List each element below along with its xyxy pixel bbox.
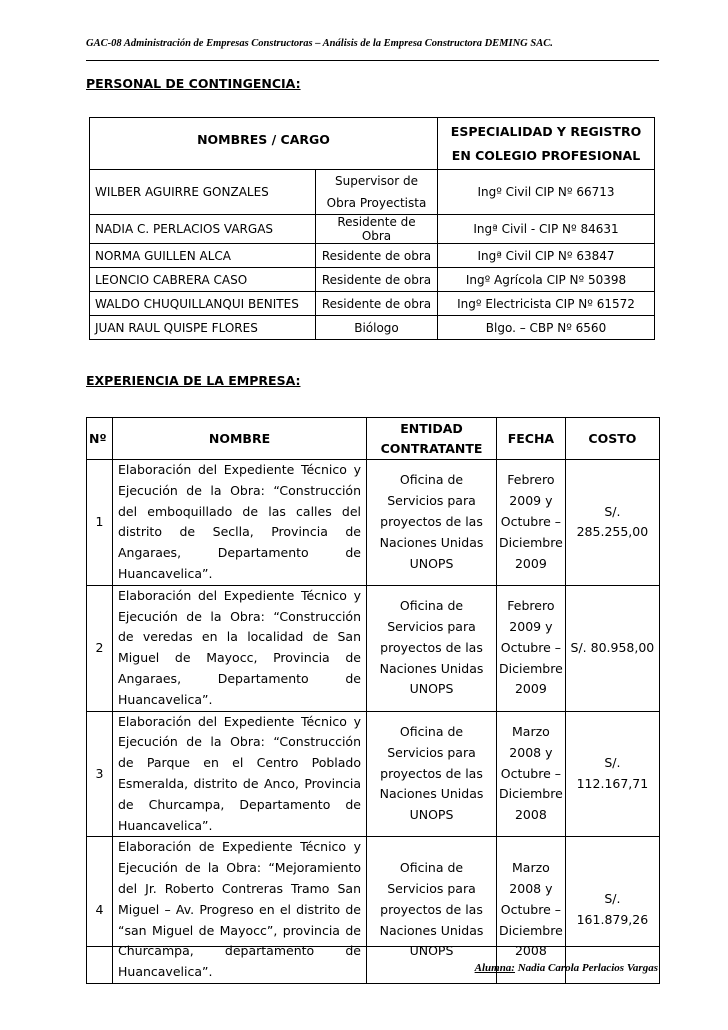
- table-row: [90, 170, 655, 215]
- person-name: JUAN RAUL QUISPE FLORES: [90, 316, 316, 340]
- table-row: [90, 215, 655, 244]
- person-especialidad: Ingª Civil CIP Nº 63847: [438, 244, 655, 268]
- project-entity: Oficina de Servicios para proyectos de las Naciones Unidas UNOPS: [367, 711, 497, 837]
- col-header-costo: COSTO: [565, 418, 659, 460]
- project-entity: Oficina de Servicios para proyectos de las Naciones Unidas UNOPS: [367, 837, 497, 984]
- row-number: 3: [87, 711, 113, 837]
- col-header-especialidad: ESPECIALIDAD Y REGISTRO EN COLEGIO PROFESIONAL: [438, 118, 655, 170]
- page-header: GAC-08 Administración de Empresas Constructoras – Análisis de la Empresa Constructora DEMING SAC.: [86, 38, 553, 49]
- table-row: [90, 268, 655, 292]
- section-title-experiencia: EXPERIENCIA DE LA EMPRESA:: [86, 373, 301, 388]
- row-number: 2: [87, 585, 113, 711]
- page-footer: [475, 962, 658, 974]
- project-name: Elaboración del Expediente Técnico y Ejecución de la Obra: “Construcción del emboquillado de las calles del distrito de Seclla, Provincia de Angaraes, Departamento de Huancavelica”.: [113, 460, 367, 586]
- col-header-entidad: ENTIDAD CONTRATANTE: [367, 418, 497, 460]
- footer-author: Nadia Carola Perlacios Vargas: [514, 962, 658, 974]
- person-cargo: Residente de obra: [316, 244, 438, 268]
- footer-label: Alumna:: [474, 962, 515, 974]
- person-name: NADIA C. PERLACIOS VARGAS: [90, 215, 316, 244]
- project-entity: Oficina de Servicios para proyectos de las Naciones Unidas UNOPS: [367, 460, 497, 586]
- person-cargo: Residente de obra: [316, 292, 438, 316]
- col-header-nombre: NOMBRE: [113, 418, 367, 460]
- header-divider: [86, 60, 659, 61]
- person-cargo: Biólogo: [316, 316, 438, 340]
- project-name: Elaboración del Expediente Técnico y Ejecución de la Obra: “Construcción de Parque en el Centro Poblado Esmeralda, distrito de Anco, Provincia de Churcampa, Departamento de Huancavelica”.: [113, 711, 367, 837]
- person-name: NORMA GUILLEN ALCA: [90, 244, 316, 268]
- person-especialidad: Blgo. – CBP Nº 6560: [438, 316, 655, 340]
- project-entity: Oficina de Servicios para proyectos de las Naciones Unidas UNOPS: [367, 585, 497, 711]
- experience-table-body: [87, 460, 660, 984]
- personal-table-body: [90, 170, 655, 340]
- project-cost: S/. 161.879,26: [565, 837, 659, 984]
- experience-table: [86, 417, 660, 984]
- table-row: [90, 244, 655, 268]
- table-row: [87, 585, 660, 711]
- person-name: WILBER AGUIRRE GONZALES: [90, 170, 316, 215]
- person-cargo: Residente de obra: [316, 268, 438, 292]
- project-date: Febrero 2009 y Octubre – Diciembre 2009: [497, 585, 566, 711]
- personal-table: [89, 117, 655, 340]
- col-header-fecha: FECHA: [497, 418, 566, 460]
- person-cargo: Supervisor de Obra Proyectista: [316, 170, 438, 215]
- person-especialidad: Ingº Electricista CIP Nº 61572: [438, 292, 655, 316]
- project-cost: S/. 80.958,00: [565, 585, 659, 711]
- person-especialidad: Ingº Civil CIP Nº 66713: [438, 170, 655, 215]
- section-title-personal: PERSONAL DE CONTINGENCIA:: [86, 76, 301, 91]
- table-row: [90, 292, 655, 316]
- project-date: Marzo 2008 y Octubre – Diciembre 2008: [497, 711, 566, 837]
- person-especialidad: Ingª Civil - CIP Nº 84631: [438, 215, 655, 244]
- table-row: [87, 711, 660, 837]
- project-cost: S/. 112.167,71: [565, 711, 659, 837]
- person-name: LEONCIO CABRERA CASO: [90, 268, 316, 292]
- person-especialidad: Ingº Agrícola CIP Nº 50398: [438, 268, 655, 292]
- person-name: WALDO CHUQUILLANQUI BENITES: [90, 292, 316, 316]
- project-date: Marzo 2008 y Octubre – Diciembre 2008: [497, 837, 566, 984]
- table-row: [87, 460, 660, 586]
- project-date: Febrero 2009 y Octubre – Diciembre 2009: [497, 460, 566, 586]
- project-cost: S/. 285.255,00: [565, 460, 659, 586]
- row-number: 4: [87, 837, 113, 984]
- footer-divider: [86, 946, 659, 947]
- col-header-numero: Nº: [87, 418, 113, 460]
- table-row: [90, 316, 655, 340]
- project-name: Elaboración de Expediente Técnico y Ejecución de la Obra: “Mejoramiento del Jr. Roberto Contreras Tramo San Miguel – Av. Progreso en el distrito de “san Miguel de Mayocc”, provincia de Churcampa, departamento de Huancavelica”.: [113, 837, 367, 984]
- row-number: 1: [87, 460, 113, 586]
- col-header-nombres: NOMBRES / CARGO: [90, 118, 438, 170]
- project-name: Elaboración del Expediente Técnico y Ejecución de la Obra: “Construcción de veredas en la localidad de San Miguel de Mayocc, Provincia de Angaraes, Departamento de Huancavelica”.: [113, 585, 367, 711]
- person-cargo: Residente de Obra: [316, 215, 438, 244]
